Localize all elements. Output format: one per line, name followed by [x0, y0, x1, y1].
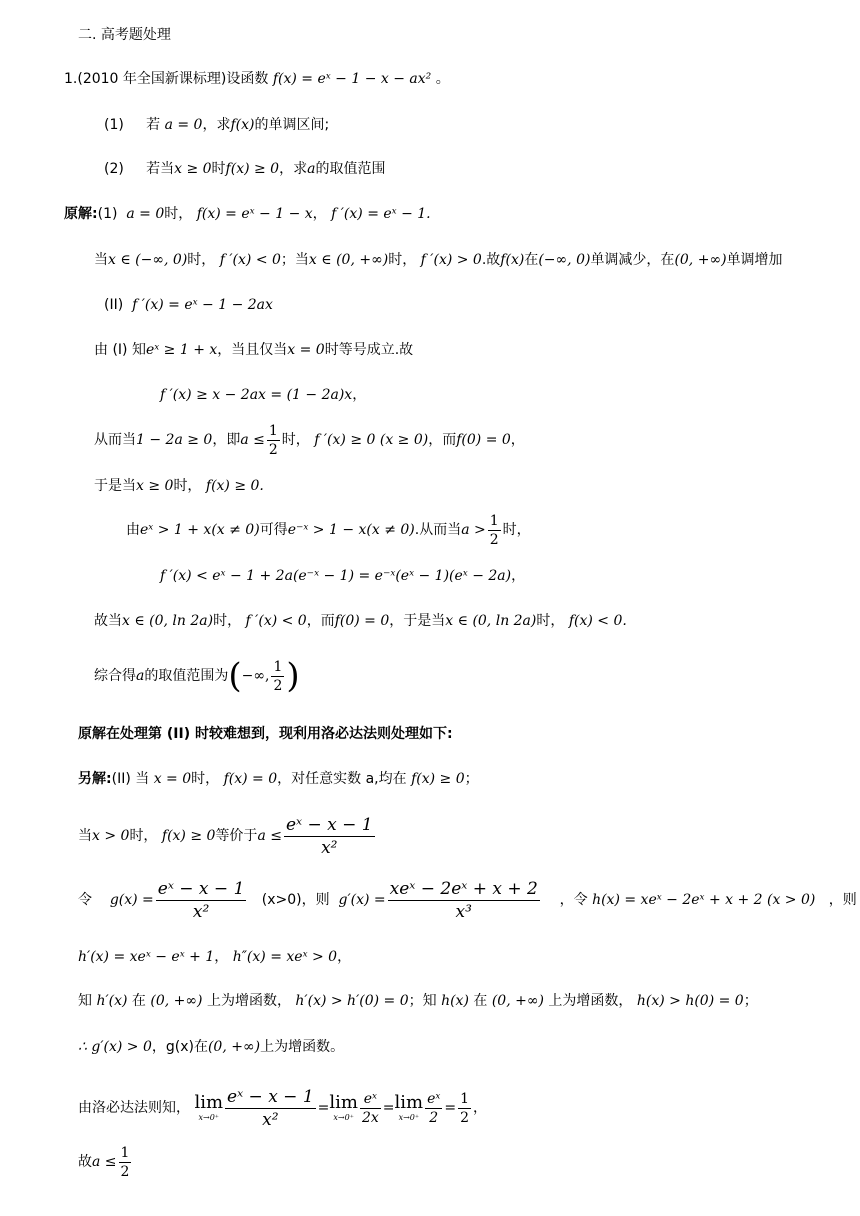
problem-function: f(x) = eˣ − 1 − x − ax² — [272, 71, 432, 87]
text: 时， — [164, 206, 193, 222]
math: h′(x) — [96, 993, 128, 1009]
problem-intro: 1.(2010 年全国新课标理)设函数 — [64, 71, 269, 87]
math: x = 0 — [153, 771, 192, 787]
text: 在 — [473, 993, 488, 1009]
denominator: 2 — [120, 1163, 130, 1180]
text: 在 — [524, 252, 539, 268]
denominator: 2 — [460, 1109, 470, 1126]
numerator: 1 — [273, 658, 283, 675]
text: 等价于 — [215, 828, 258, 844]
math: f ′(x) > 0 — [420, 252, 482, 268]
solution-part-1: (1) — [97, 206, 118, 222]
math: x ≥ 0 — [136, 478, 174, 494]
numerator: 1 — [460, 1090, 470, 1107]
problem-end: 。 — [435, 71, 450, 87]
solution-line-9 — [160, 565, 525, 587]
equals: = — [382, 1100, 395, 1116]
limit-subscript: x→0⁺ — [198, 1113, 220, 1122]
math: x ∈ (0, ln 2a) — [445, 613, 537, 629]
text: 时， — [502, 522, 531, 538]
math: f(x) ≥ 0. — [205, 478, 264, 494]
text: 从而当 — [94, 432, 136, 448]
text: 上为增函数， — [206, 993, 291, 1009]
math: h′(x) = xeˣ − eˣ + 1 — [78, 949, 215, 965]
question-1-math-1: a = 0 — [164, 117, 203, 133]
question-1 — [104, 114, 329, 136]
text: 可得 — [259, 522, 288, 538]
solution-line-7 — [94, 475, 264, 497]
text: ，而 — [306, 613, 335, 629]
text: ；知 — [408, 993, 437, 1009]
math: a = 0 — [126, 206, 165, 222]
text: 故 — [78, 1154, 92, 1170]
equals: = — [444, 1100, 457, 1116]
text: 时， — [187, 252, 216, 268]
math: f(x) = eˣ − 1 − x — [196, 206, 313, 222]
math: (−∞, 0) — [538, 252, 591, 268]
fraction — [360, 1090, 381, 1127]
math: (0, +∞) — [207, 1039, 261, 1055]
text: 的取值范围为 — [144, 668, 229, 684]
text: 令 — [78, 892, 92, 908]
alt-note: 原解在处理第 (II) 时较难想到，现利用洛必达法则处理如下: — [78, 726, 453, 742]
text: ；当 — [280, 252, 309, 268]
text: 上为增函数， — [548, 993, 633, 1009]
math: f ′(x) ≥ x − 2ax = (1 − 2a)x — [160, 387, 353, 403]
limit-word: lim — [194, 1092, 224, 1113]
math: f ′(x) < 0 — [219, 252, 281, 268]
fraction — [267, 422, 280, 459]
math: (0, +∞) — [674, 252, 727, 268]
math: f(x) < 0. — [568, 613, 627, 629]
text: ，g(x)在 — [151, 1039, 208, 1055]
math: h′(x) > h′(0) = 0 — [295, 993, 409, 1009]
question-2-math-1: x ≥ 0 — [174, 161, 212, 177]
text: 由 (I) 知 — [94, 342, 146, 358]
text: 单调减少，在 — [590, 252, 675, 268]
question-2 — [104, 158, 385, 180]
fraction — [458, 1090, 471, 1127]
text: 时， — [281, 432, 310, 448]
question-2-text-b: 时 — [211, 161, 226, 177]
math: x ∈ (0, +∞) — [308, 252, 389, 268]
math: f(x) — [500, 252, 525, 268]
solution-line-6 — [94, 418, 525, 462]
text: 时， — [536, 613, 565, 629]
alt-line-1 — [78, 768, 479, 790]
denominator: 2 — [268, 441, 278, 458]
question-1-text-c: 的单调区间; — [254, 117, 330, 133]
numerator: 1 — [489, 512, 499, 529]
text: ， — [214, 949, 229, 965]
text: 当 — [94, 252, 108, 268]
numerator: xeˣ − 2eˣ + x + 2 — [389, 878, 538, 899]
text: 由洛必达法则知， — [78, 1100, 190, 1116]
solution-line-4 — [94, 339, 413, 361]
math: f(0) = 0 — [456, 432, 511, 448]
text: 单调增加 — [726, 252, 783, 268]
solution-line-10 — [94, 610, 627, 632]
math: f ′(x) < eˣ − 1 + 2a(e⁻ˣ − 1) = e⁻ˣ(eˣ − 1)(eˣ − 2a) — [160, 568, 512, 584]
text: 于是当 — [94, 478, 136, 494]
question-2-number: (2) — [104, 161, 124, 177]
math: f(0) = 0 — [334, 613, 390, 629]
text: (II) 当 — [111, 771, 150, 787]
text: ， — [473, 1100, 488, 1116]
text: 时， — [129, 828, 158, 844]
solution-line-2 — [94, 249, 783, 271]
math: x > 0 — [92, 828, 130, 844]
fraction — [225, 1086, 316, 1131]
text: 综合得 — [94, 668, 136, 684]
question-2-math-2: f(x) ≥ 0 — [225, 161, 280, 177]
text: 时， — [173, 478, 202, 494]
text: ，令 — [559, 892, 588, 908]
math: f ′(x) < 0 — [245, 613, 307, 629]
text: 时等号成立.故 — [324, 342, 414, 358]
limit-subscript: x→0⁺ — [333, 1113, 354, 1122]
question-2-math-3: a — [307, 161, 316, 177]
math: a ≤ — [92, 1154, 117, 1170]
solution-line-1 — [64, 203, 431, 225]
solution-line-5 — [160, 384, 366, 406]
numerator: eˣ − x − 1 — [227, 1086, 314, 1107]
fraction — [271, 658, 284, 695]
text: 上为增函数。 — [260, 1039, 345, 1055]
math: f ′(x) = eˣ − 1 − 2ax — [132, 297, 273, 313]
math: eˣ > 1 + x(x ≠ 0) — [140, 522, 260, 538]
math: a ≤ — [240, 432, 265, 448]
solution-line-8 — [126, 508, 531, 552]
math: e⁻ˣ > 1 − x(x ≠ 0) — [287, 522, 415, 538]
fraction — [284, 814, 375, 859]
text: ，则 — [828, 892, 857, 908]
question-2-text-d: 的取值范围 — [315, 161, 386, 177]
fraction — [388, 878, 540, 923]
math: (0, +∞) — [150, 993, 203, 1009]
numerator: eˣ — [360, 1090, 381, 1109]
math: a — [136, 668, 145, 684]
numerator: eˣ − x − 1 — [157, 878, 245, 899]
text: ，对任意实数 a,均在 — [277, 771, 407, 787]
text: 在 — [131, 993, 146, 1009]
math: x ∈ (0, ln 2a) — [122, 613, 214, 629]
fraction — [425, 1090, 442, 1127]
text: ， — [352, 387, 367, 403]
numerator: 1 — [120, 1144, 130, 1161]
limit — [395, 1093, 424, 1123]
text: .故 — [481, 252, 501, 268]
alt-line-8 — [78, 1140, 133, 1184]
math: x ∈ (−∞, 0) — [108, 252, 188, 268]
math: ∴ g′(x) > 0 — [78, 1039, 152, 1055]
denominator: 2x — [361, 1109, 379, 1126]
limit-word: lim — [394, 1092, 424, 1113]
text: ，即 — [212, 432, 241, 448]
text: 时， — [191, 771, 220, 787]
denominator: 2 — [489, 531, 499, 548]
text: .从而当 — [414, 522, 462, 538]
text: ， — [312, 206, 327, 222]
numerator: eˣ — [427, 1090, 441, 1107]
text: (II) — [104, 297, 124, 313]
text: 故当 — [94, 613, 122, 629]
math: h(x) = xeˣ − 2eˣ + x + 2 (x > 0) — [592, 892, 816, 908]
alt-line-2 — [78, 806, 377, 866]
denominator: x² — [321, 837, 338, 858]
denominator: x² — [262, 1109, 279, 1130]
math: h(x) > h(0) = 0 — [636, 993, 744, 1009]
math: f ′(x) = eˣ − 1. — [331, 206, 431, 222]
denominator: 2 — [273, 677, 283, 694]
limit-word: lim — [329, 1092, 358, 1113]
math: g′(x) = — [338, 892, 386, 908]
alt-line-4 — [78, 946, 351, 968]
limit — [329, 1093, 358, 1123]
question-1-number: (1) — [104, 117, 124, 133]
question-1-text-a: 若 — [146, 117, 161, 133]
math: f(x) ≥ 0 — [411, 771, 465, 787]
solution-line-11 — [94, 652, 300, 700]
text: 由 — [126, 522, 140, 538]
alt-label: 另解: — [78, 771, 112, 787]
text: 当 — [78, 828, 92, 844]
text: ， — [337, 949, 352, 965]
question-2-text-c: ，求 — [279, 161, 308, 177]
math: 1 − 2a ≥ 0 — [136, 432, 213, 448]
denominator: x² — [192, 901, 210, 922]
solution-label: 原解: — [64, 206, 98, 222]
text: ，当且仅当 — [217, 342, 288, 358]
text: ，于是当 — [389, 613, 446, 629]
limit — [194, 1093, 223, 1123]
left-paren: ( — [228, 656, 242, 696]
fraction — [488, 512, 501, 549]
math: a > — [461, 522, 486, 538]
numerator: eˣ − x − 1 — [285, 814, 373, 835]
math: f ′(x) ≥ 0 (x ≥ 0) — [314, 432, 429, 448]
text: 知 — [78, 993, 92, 1009]
text: 时， — [213, 613, 242, 629]
text: (x>0)，则 — [261, 892, 330, 908]
limit-subscript: x→0⁺ — [398, 1113, 420, 1122]
math: a ≤ — [257, 828, 282, 844]
math: x = 0 — [287, 342, 325, 358]
math: −∞, — [241, 668, 270, 684]
text: 时， — [388, 252, 417, 268]
section-title: 二. 高考题处理 — [78, 27, 171, 43]
denominator: 2 — [429, 1109, 439, 1126]
math: h″(x) = xeˣ > 0 — [232, 949, 338, 965]
solution-line-3 — [104, 294, 273, 316]
math: f(x) ≥ 0 — [161, 828, 216, 844]
text: ； — [464, 771, 479, 787]
math: g(x) = — [109, 892, 154, 908]
math: f(x) = 0 — [223, 771, 278, 787]
question-1-text-b: ，求 — [202, 117, 231, 133]
text: ，而 — [428, 432, 457, 448]
problem-statement — [64, 68, 450, 90]
text: ， — [510, 432, 525, 448]
question-2-text-a: 若当 — [146, 161, 175, 177]
question-1-math-2: f(x) — [230, 117, 255, 133]
alt-line-7 — [78, 1078, 487, 1138]
text: ； — [743, 993, 758, 1009]
denominator: x³ — [455, 901, 472, 922]
numerator: 1 — [268, 422, 278, 439]
alt-line-5 — [78, 990, 758, 1012]
text: ， — [511, 568, 526, 584]
right-paren: ) — [286, 656, 300, 696]
alt-line-3 — [78, 870, 857, 930]
fraction — [156, 878, 247, 923]
math: h(x) — [441, 993, 469, 1009]
math: eˣ ≥ 1 + x — [145, 342, 218, 358]
math: (0, +∞) — [491, 993, 544, 1009]
fraction — [119, 1144, 132, 1181]
alt-line-6 — [78, 1036, 344, 1058]
equals: = — [317, 1100, 330, 1116]
